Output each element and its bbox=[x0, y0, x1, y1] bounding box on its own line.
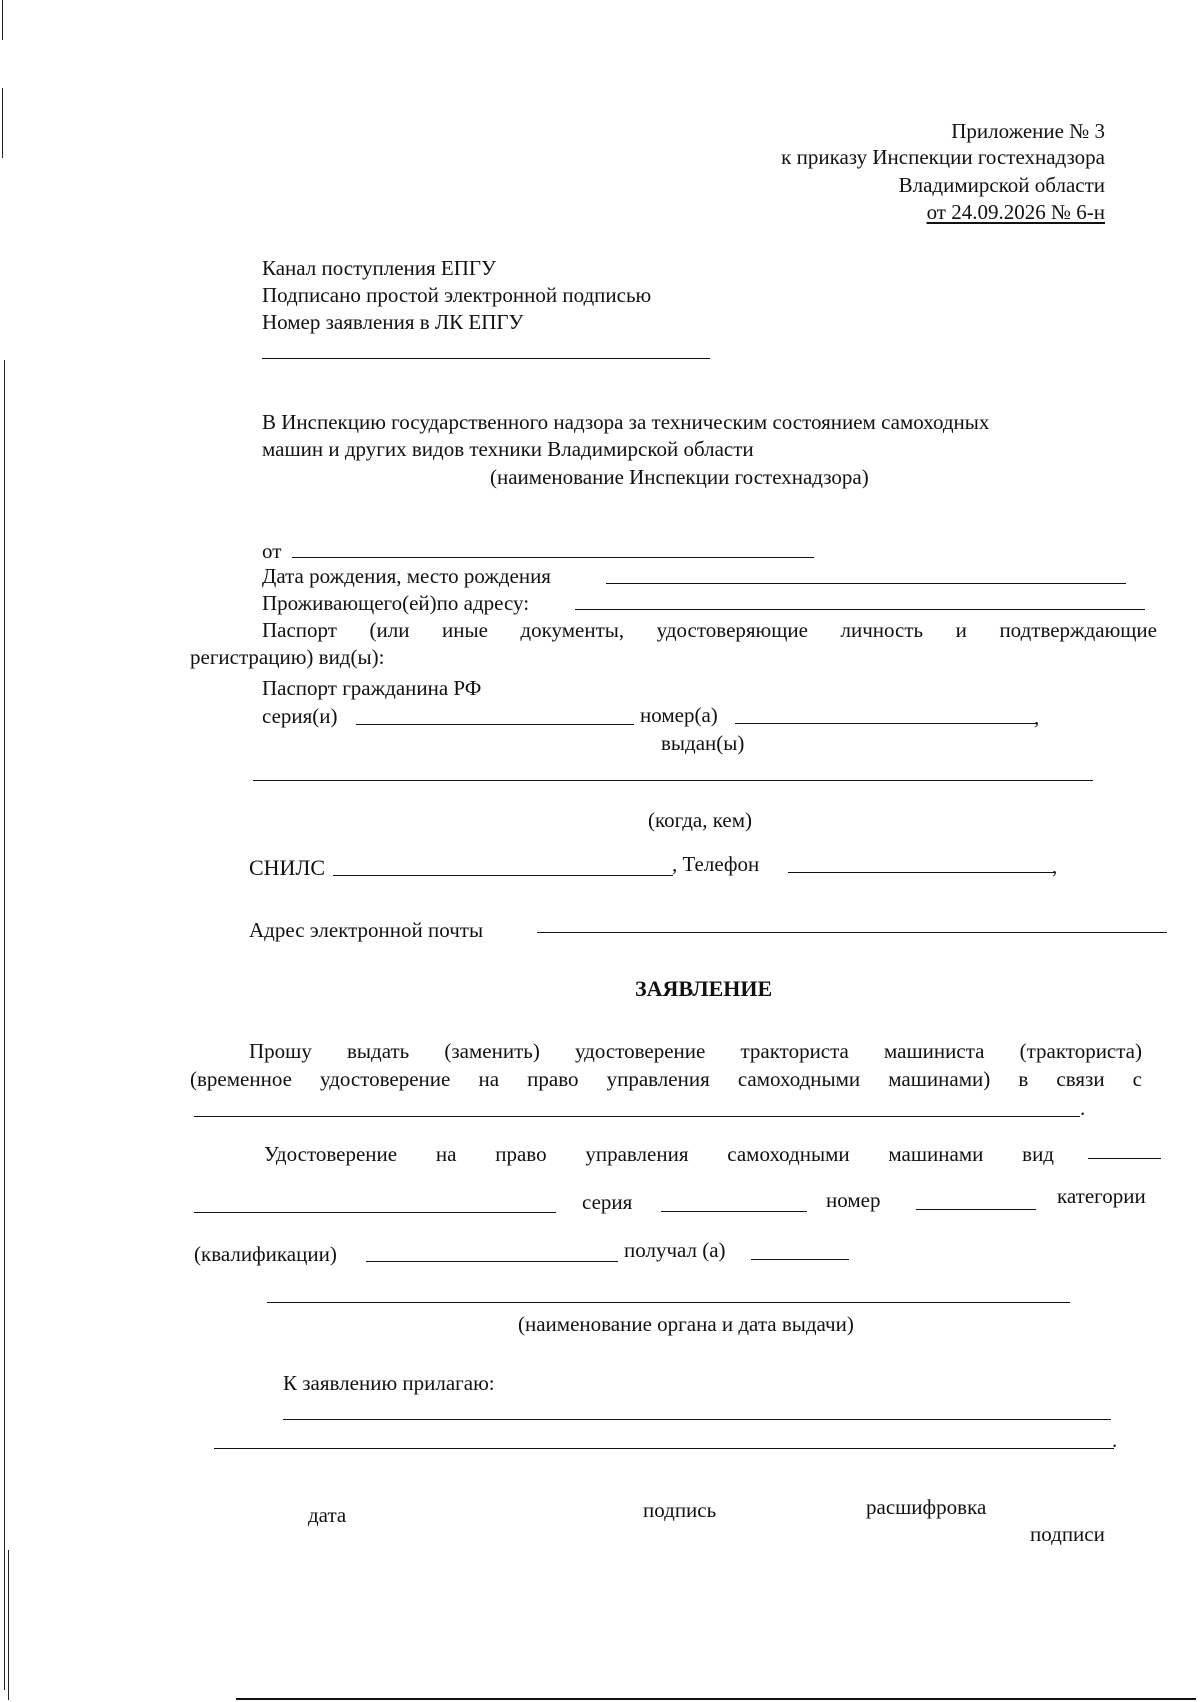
addressee-caption: (наименование Инспекции гостехнадзора) bbox=[490, 465, 869, 489]
certificate-series-label: серия bbox=[582, 1190, 633, 1214]
signature-decode-label-2: подписи bbox=[1030, 1522, 1105, 1546]
email-label: Адрес электронной почты bbox=[249, 918, 484, 942]
phone-field[interactable] bbox=[788, 872, 1054, 873]
certificate-categories-label: категории bbox=[1057, 1184, 1146, 1208]
certificate-number-field[interactable] bbox=[916, 1209, 1036, 1210]
attachments-field-1[interactable] bbox=[283, 1419, 1111, 1420]
issuing-authority-caption: (наименование органа и дата выдачи) bbox=[518, 1312, 854, 1336]
birth-field[interactable] bbox=[606, 583, 1126, 584]
attachments-field-2[interactable] bbox=[214, 1448, 1114, 1449]
addressee-line-2: машин и других видов техники Владимирской области bbox=[262, 437, 754, 461]
from-field[interactable] bbox=[292, 557, 814, 558]
appendix-number: Приложение № 3 bbox=[951, 119, 1105, 143]
passport-issued-label: выдан(ы) bbox=[661, 731, 745, 755]
phone-label: , Телефон bbox=[672, 852, 760, 876]
signature-type-label: Подписано простой электронной подписью bbox=[262, 283, 652, 307]
phone-comma: , bbox=[1052, 854, 1058, 878]
statement-title: ЗАЯВЛЕНИЕ bbox=[635, 976, 773, 1001]
received-field[interactable] bbox=[751, 1259, 849, 1260]
signature-label: подпись bbox=[643, 1498, 717, 1522]
issuing-authority-field[interactable] bbox=[267, 1302, 1070, 1303]
statement-para-line-2: (временное удостоверение на право управления самоходными машинами) в связи с bbox=[190, 1067, 1142, 1091]
passport-number-label: номер(а) bbox=[640, 703, 718, 727]
signature-decode-label: расшифровка bbox=[866, 1495, 987, 1519]
passport-issued-field[interactable] bbox=[253, 780, 1093, 781]
date-label: дата bbox=[308, 1503, 347, 1527]
passport-number-field[interactable] bbox=[735, 723, 1037, 724]
passport-line-2: регистрацию) вид(ы): bbox=[190, 645, 385, 669]
reason-period: . bbox=[1080, 1096, 1086, 1120]
scan-margin-mark bbox=[8, 1550, 9, 1700]
certificate-type-field[interactable] bbox=[1088, 1158, 1161, 1159]
scan-margin-mark bbox=[4, 360, 5, 1690]
certificate-series-field[interactable] bbox=[661, 1211, 807, 1212]
passport-series-label: серия(и) bbox=[262, 704, 338, 728]
birth-label: Дата рождения, место рождения bbox=[262, 564, 551, 588]
certificate-number-label: номер bbox=[826, 1188, 881, 1212]
application-number-label: Номер заявления в ЛК ЕПГУ bbox=[262, 310, 524, 334]
attachments-period: . bbox=[1112, 1428, 1118, 1452]
snils-field[interactable] bbox=[333, 875, 673, 876]
attachments-label: К заявлению прилагаю: bbox=[283, 1371, 495, 1395]
passport-issued-caption: (когда, кем) bbox=[648, 808, 752, 832]
from-label: от bbox=[262, 539, 282, 563]
address-label: Проживающего(ей)по адресу: bbox=[262, 591, 530, 615]
qualification-label: (квалификации) bbox=[194, 1242, 337, 1266]
addressee-line-1: В Инспекцию государственного надзора за техническим состоянием самоходных bbox=[262, 410, 990, 434]
certificate-type-label: Удостоверение на право управления самоходными машинами вид bbox=[264, 1142, 1054, 1166]
address-field[interactable] bbox=[575, 609, 1145, 610]
appendix-region: Владимирской области bbox=[898, 173, 1105, 197]
received-label: получал (а) bbox=[624, 1238, 726, 1262]
page-bottom-edge bbox=[236, 1698, 1196, 1700]
appendix-order-line: к приказу Инспекции гостехнадзора bbox=[781, 145, 1105, 169]
certificate-type-field-cont[interactable] bbox=[194, 1212, 556, 1213]
email-field[interactable] bbox=[537, 932, 1167, 933]
snils-label: СНИЛС bbox=[249, 855, 326, 880]
passport-number-comma: , bbox=[1034, 705, 1040, 729]
reason-field[interactable] bbox=[194, 1116, 1080, 1117]
appendix-date-number: от 24.09.2026 № 6-н bbox=[926, 200, 1105, 224]
scan-margin-mark bbox=[2, 88, 3, 158]
passport-series-field[interactable] bbox=[356, 724, 634, 725]
passport-line-1: Паспорт (или иные документы, удостоверяющие личность и подтверждающие bbox=[262, 618, 1157, 642]
passport-type: Паспорт гражданина РФ bbox=[262, 676, 482, 700]
scan-margin-mark bbox=[2, 0, 3, 40]
qualification-field[interactable] bbox=[366, 1261, 618, 1262]
application-number-field[interactable] bbox=[262, 358, 710, 359]
channel-label: Канал поступления ЕПГУ bbox=[262, 256, 496, 280]
statement-para-line-1: Прошу выдать (заменить) удостоверение тракториста машиниста (тракториста) bbox=[249, 1039, 1142, 1063]
